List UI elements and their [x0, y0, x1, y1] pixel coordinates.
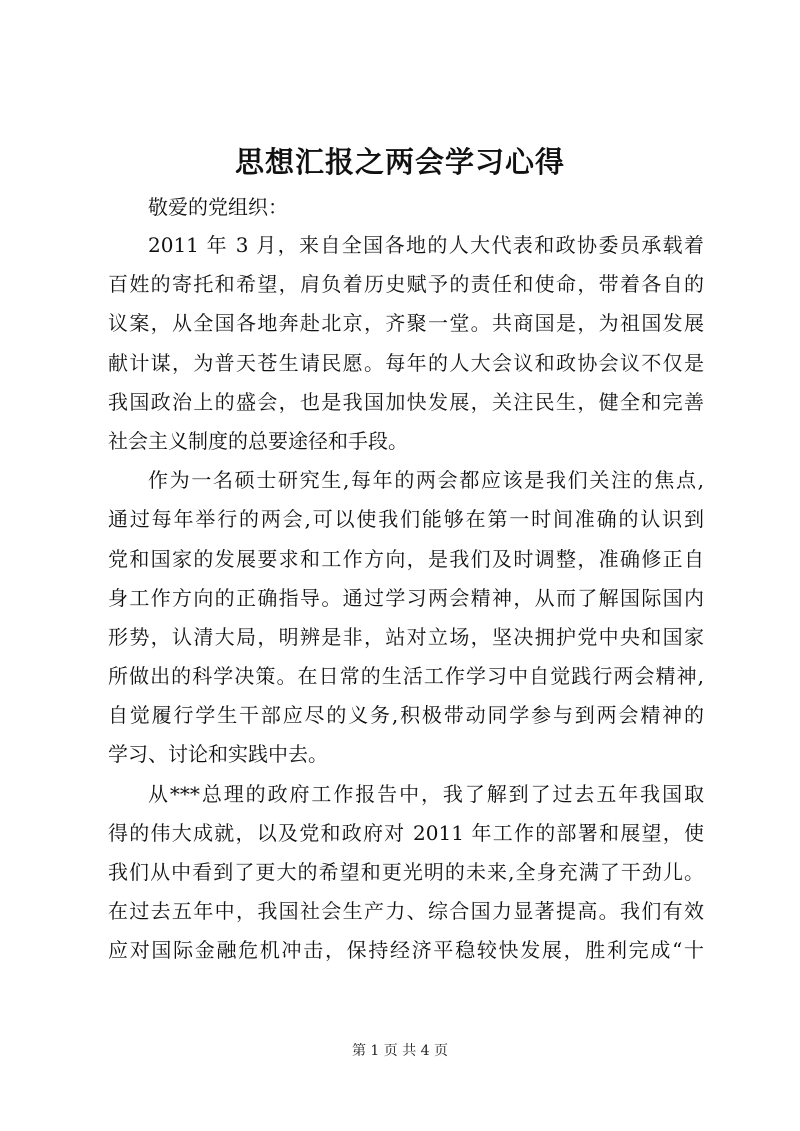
- document-body: [108, 226, 704, 971]
- body-line: 形势，认清大局，明辨是非，站对立场，坚决拥护党中央和国家: [108, 624, 704, 649]
- body-line: 议案，从全国各地奔赴北京，齐聚一堂。共商国是，为祖国发展: [108, 311, 704, 336]
- body-line: 我们从中看到了更大的希望和更光明的未来,全身充满了干劲儿。: [108, 860, 704, 884]
- body-line: 自觉履行学生干部应尽的义务,积极带动同学参与到两会精神的: [108, 703, 704, 728]
- body-line: 2011 年 3 月，来自全国各地的人大代表和政协委员承载着: [148, 233, 704, 257]
- page-footer: 第 1 页 共 4 页: [351, 1043, 449, 1059]
- body-line: 百姓的寄托和希望，肩负着历史赋予的责任和使命，带着各自的: [108, 272, 704, 297]
- body-line: 我国政治上的盛会，也是我国加快发展，关注民生，健全和完善: [108, 389, 704, 414]
- body-line: 从***总理的政府工作报告中，我了解到了过去五年我国取: [148, 781, 704, 806]
- body-line: 党和国家的发展要求和工作方向，是我们及时调整，准确修正自: [108, 546, 704, 571]
- body-line: 在过去五年中，我国社会生产力、综合国力显著提高。我们有效: [108, 899, 704, 924]
- body-line: 献计谋，为普天苍生请民愿。每年的人大会议和政协会议不仅是: [108, 350, 704, 375]
- body-line: 学习、讨论和实践中去。: [108, 742, 328, 767]
- body-line: 身工作方向的正确指导。通过学习两会精神，从而了解国际国内: [108, 585, 704, 610]
- document-title: 思想汇报之两会学习心得: [234, 145, 565, 179]
- body-line: 社会主义制度的总要途径和手段。: [108, 428, 408, 453]
- body-line: 得的伟大成就，以及党和政府对 2011 年工作的部署和展望，使: [108, 820, 704, 845]
- body-line: 作为一名硕士研究生,每年的两会都应该是我们关注的焦点,: [148, 468, 704, 493]
- body-line: 应对国际金融危机冲击，保持经济平稳较快发展，胜利完成“十: [108, 938, 704, 963]
- body-line: 通过每年举行的两会,可以使我们能够在第一时间准确的认识到: [108, 507, 704, 532]
- body-line: 所做出的科学决策。在日常的生活工作学习中自觉践行两会精神,: [108, 664, 704, 689]
- salutation: 敬爱的党组织：: [148, 195, 288, 219]
